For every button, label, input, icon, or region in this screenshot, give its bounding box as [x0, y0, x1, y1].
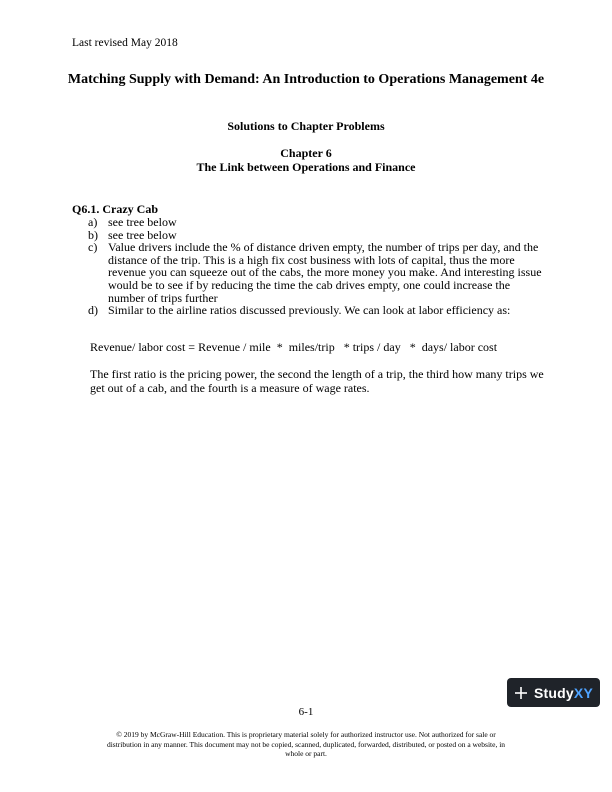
copyright-notice: © 2019 by McGraw-Hill Education. This is proprietary material solely for authorized instructor use. Not authorized for sale or distribution in any manner. This document may not be copied, scanned, duplicated, forwarded, distributed, or posted on a website, in whole or part. [106, 730, 506, 758]
question-heading: Q6.1. Crazy Cab [72, 202, 158, 216]
list-item-text: Similar to the airline ratios discussed previously. We can look at labor efficiency as: [108, 303, 511, 318]
ratio-explanation: The first ratio is the pricing power, the second the length of a trip, the third how many trips we get out of a cab, and the fourth is a measure of wage rates. [90, 367, 544, 395]
labor-efficiency-formula: Revenue/ labor cost = Revenue / mile * miles/trip * trips / day * days/ labor cost [90, 340, 498, 354]
list-item [88, 241, 546, 304]
list-item-text: Value drivers include the % of distance driven empty, the number of trips per day, and the distance of the trip. This is a high fix cost business with lots of capital, thus the more revenue you can squeeze out of the cabs, the more money you make. And interesting issue would be to see if by reducing the time the cab drives empty, one could increase the number of trips further [108, 240, 542, 305]
list-marker: a) [88, 215, 98, 229]
chapter-title: The Link between Operations and Finance [196, 160, 416, 174]
list-item-text: see tree below [108, 227, 177, 242]
list-marker: b) [88, 227, 98, 242]
list-item [88, 304, 546, 317]
list-marker: c) [88, 240, 98, 255]
page-number: 6-1 [298, 706, 314, 718]
studyxy-badge[interactable] [507, 678, 600, 707]
answer-list [88, 216, 546, 317]
list-marker: d) [88, 303, 98, 318]
studyxy-logo-text: StudyXY [534, 684, 593, 701]
chapter-number: Chapter 6 [280, 146, 332, 160]
plus-icon [514, 686, 528, 700]
document-title: Matching Supply with Demand: An Introduction to Operations Management 4e [67, 72, 545, 87]
last-revised-note: Last revised May 2018 [72, 37, 178, 49]
list-item-text: see tree below [108, 215, 177, 229]
document-subtitle: Solutions to Chapter Problems [227, 119, 385, 133]
